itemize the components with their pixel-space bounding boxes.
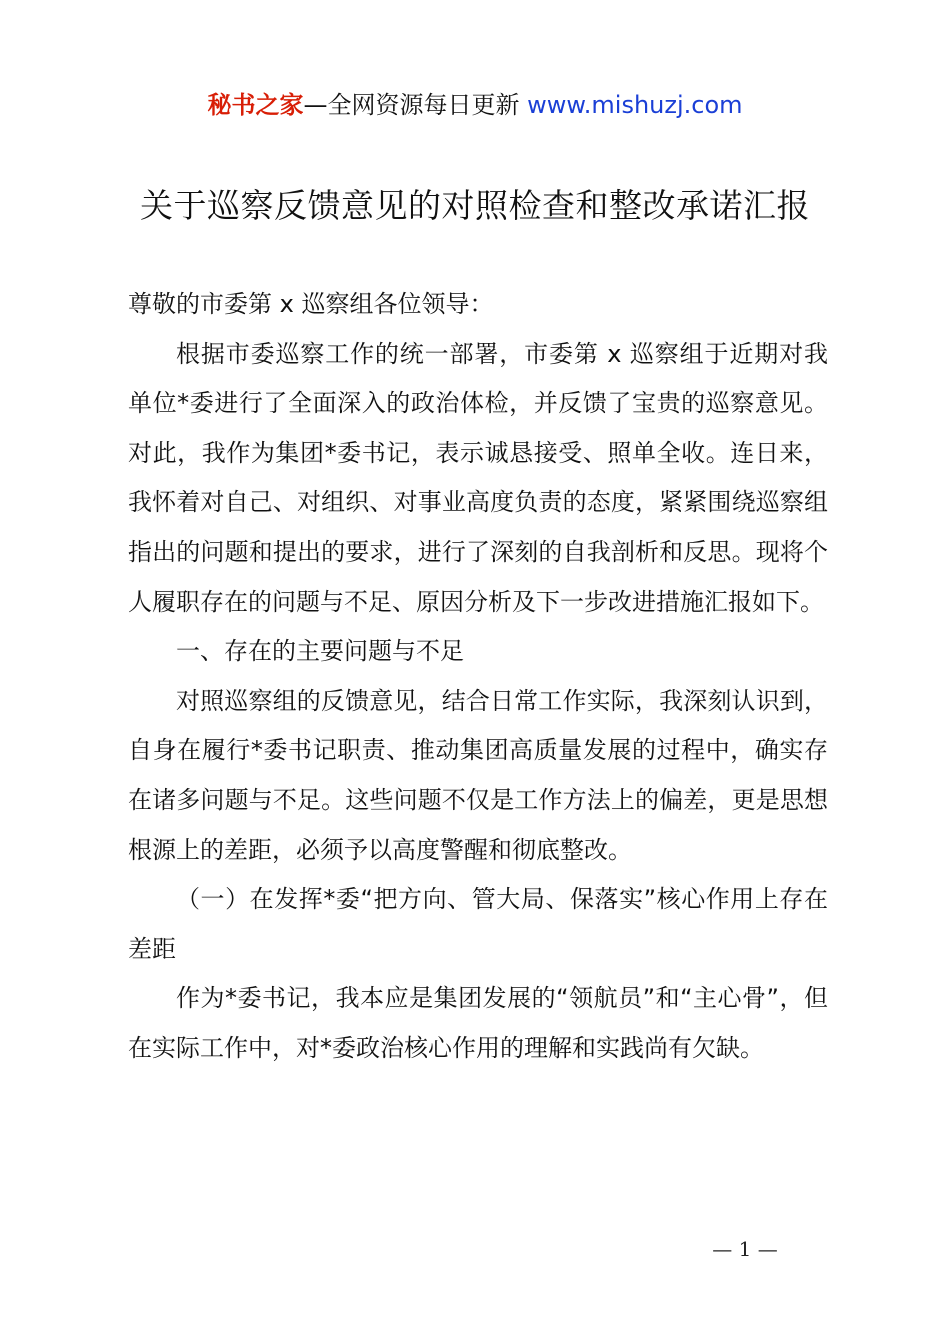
paragraph-subsection-1: 作为*委书记，我本应是集团发展的“领航员”和“主心骨”，但在实际工作中，对*委政治核心作用的理解和实践尚有欠缺。 bbox=[128, 984, 828, 1062]
paragraph-section-1: 对照巡察组的反馈意见，结合日常工作实际，我深刻认识到，自身在履行*委书记职责、推动集团高质量发展的过程中，确实存在诸多问题与不足。这些问题不仅是工作方法上的偏差，更是思想根源上的差距，必须予以高度警醒和彻底整改。 bbox=[128, 686, 828, 864]
header-tagline: —全网资源每日更新 bbox=[303, 91, 528, 119]
document-body bbox=[128, 280, 828, 1074]
site-header bbox=[0, 88, 950, 122]
section-heading-1: 一、存在的主要问题与不足 bbox=[176, 637, 464, 666]
document-title: 关于巡察反馈意见的对照检查和整改承诺汇报 bbox=[140, 186, 810, 225]
salutation: 尊敬的市委第 x 巡察组各位领导： bbox=[128, 290, 494, 318]
page-number: — 1 — bbox=[712, 1237, 778, 1261]
brand-name: 秘书之家 bbox=[207, 91, 304, 119]
subsection-heading-1: （一）在发挥*委“把方向、管大局、保落实”核心作用上存在差距 bbox=[128, 885, 828, 963]
paragraph-intro: 根据市委巡察工作的统一部署，市委第 x 巡察组于近期对我单位*委进行了全面深入的政治体检，并反馈了宝贵的巡察意见。对此，我作为集团*委书记，表示诚恳接受、照单全收。连日来，我怀着对自己、对组织、对事业高度负责的态度，紧紧围绕巡察组指出的问题和提出的要求，进行了深刻的自我剖析和反思。现将个人履职存在的问题与不足、原因分析及下一步改进措施汇报如下。 bbox=[128, 339, 828, 616]
header-url[interactable]: www.mishuzj.com bbox=[527, 91, 743, 119]
